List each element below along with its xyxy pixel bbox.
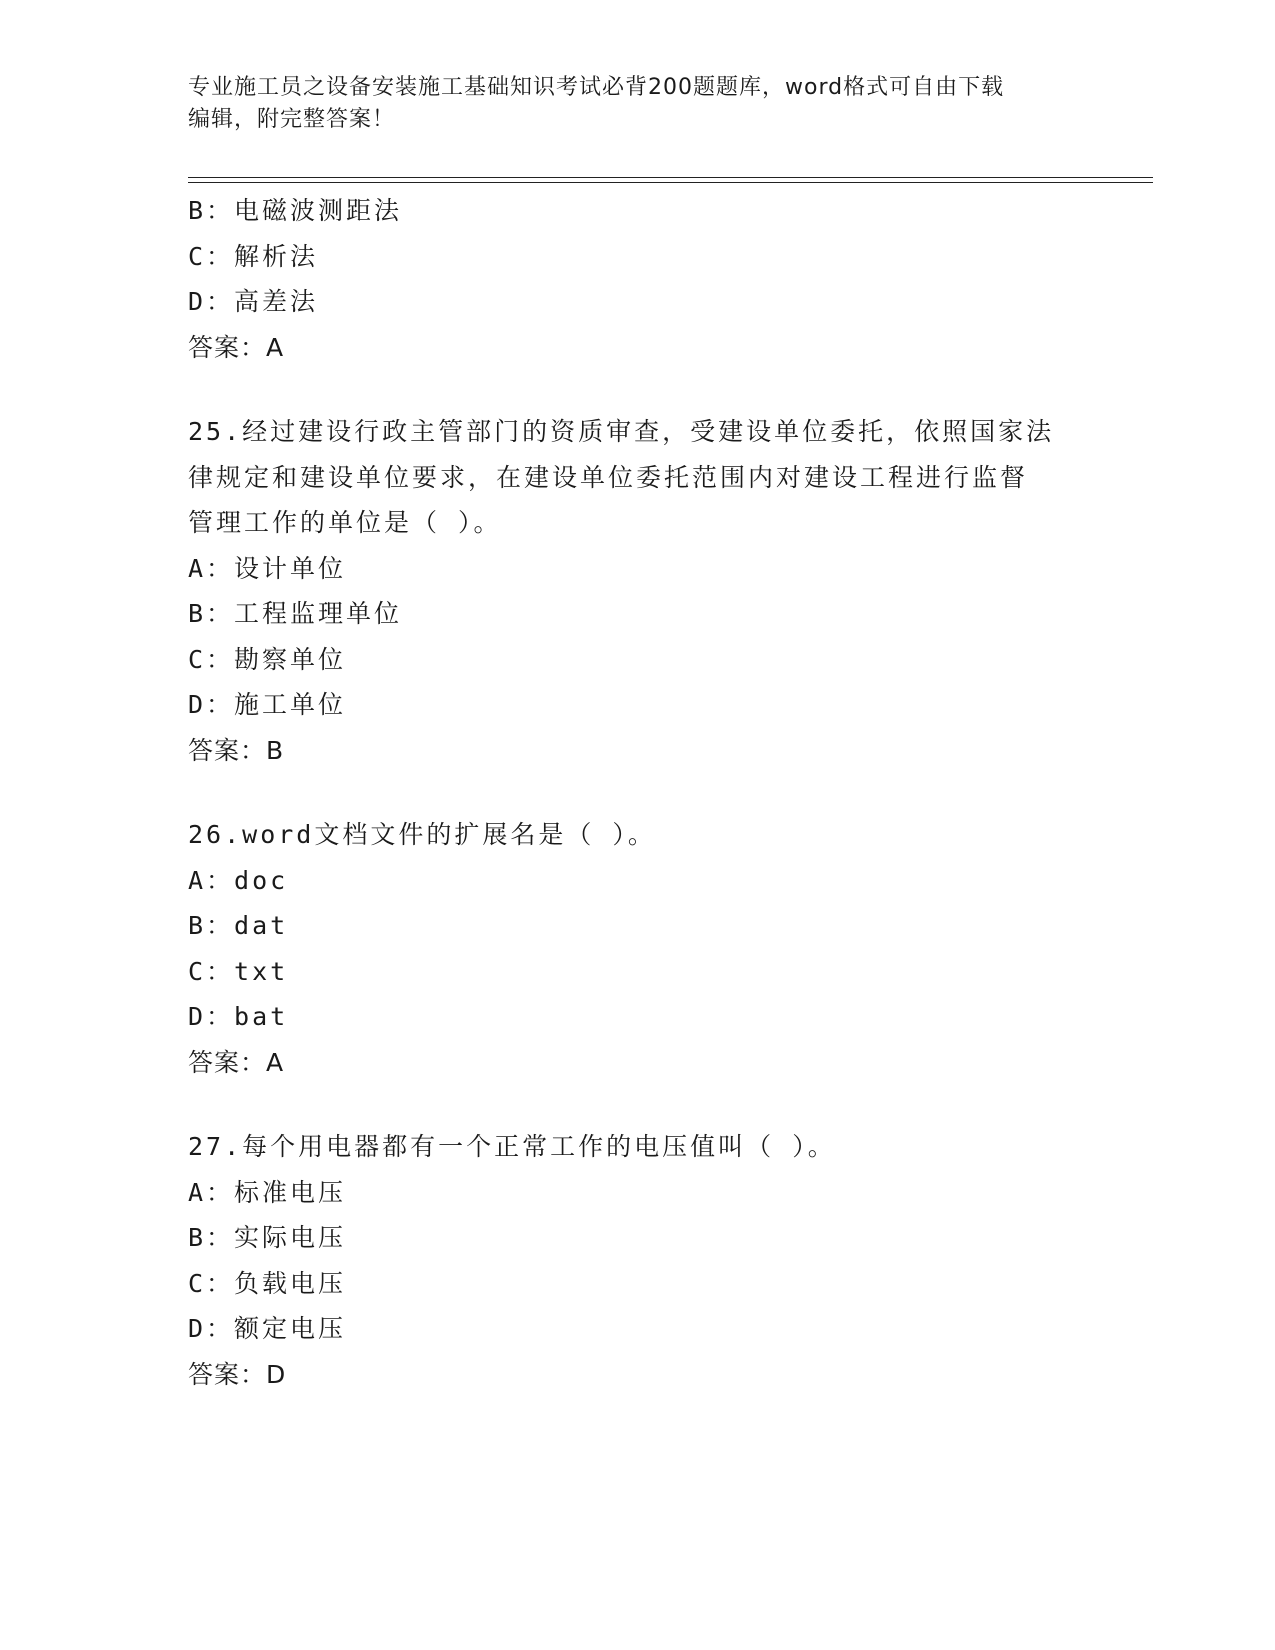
question-25	[188, 409, 1108, 773]
option-a: A：doc	[188, 865, 289, 895]
header-line-2: 编辑，附完整答案！	[188, 107, 396, 132]
question-26	[188, 812, 1108, 1085]
header-divider-top	[188, 177, 1153, 178]
question-27	[188, 1124, 1108, 1397]
stem-line: 管理工作的单位是（ ）。	[188, 508, 502, 537]
question-stem	[188, 1124, 1108, 1170]
option-c: C：勘察单位	[188, 644, 347, 674]
option-b: B：dat	[188, 911, 289, 940]
stem-line: 律规定和建设单位要求，在建设单位委托范围内对建设工程进行监督	[188, 462, 1029, 492]
header-divider-bottom	[188, 182, 1153, 183]
stem-line: 27.每个用电器都有一个正常工作的电压值叫（ ）。	[188, 1132, 836, 1161]
document-header	[188, 72, 1088, 136]
question-list	[188, 188, 1108, 1397]
option-d: D：施工单位	[188, 690, 347, 719]
carry-over-question	[188, 188, 1108, 370]
option-a: A：标准电压	[188, 1177, 347, 1207]
option-c: C：负载电压	[188, 1268, 347, 1298]
option-d: D：bat	[188, 1002, 289, 1031]
answer-line: 答案：D	[188, 1359, 287, 1389]
stem-line: 26.word文档文件的扩展名是（ ）。	[188, 820, 656, 849]
option-b: B：电磁波测距法	[188, 196, 403, 225]
answer-line: 答案：B	[188, 735, 285, 765]
option-d: D：额定电压	[188, 1314, 347, 1343]
option-d: D：高差法	[188, 287, 319, 316]
header-line-1: 专业施工员之设备安装施工基础知识考试必背200题题库，word格式可自由下载	[188, 75, 1005, 100]
question-stem	[188, 409, 1108, 546]
option-c: C：txt	[188, 956, 289, 986]
option-a: A：设计单位	[188, 553, 347, 583]
answer-line: 答案：A	[188, 332, 285, 362]
option-c: C：解析法	[188, 241, 319, 271]
question-stem	[188, 812, 1108, 858]
option-b: B：实际电压	[188, 1223, 347, 1252]
stem-line: 25.经过建设行政主管部门的资质审查，受建设单位委托，依照国家法	[188, 417, 1055, 446]
answer-line: 答案：A	[188, 1047, 285, 1077]
option-b: B：工程监理单位	[188, 599, 403, 628]
